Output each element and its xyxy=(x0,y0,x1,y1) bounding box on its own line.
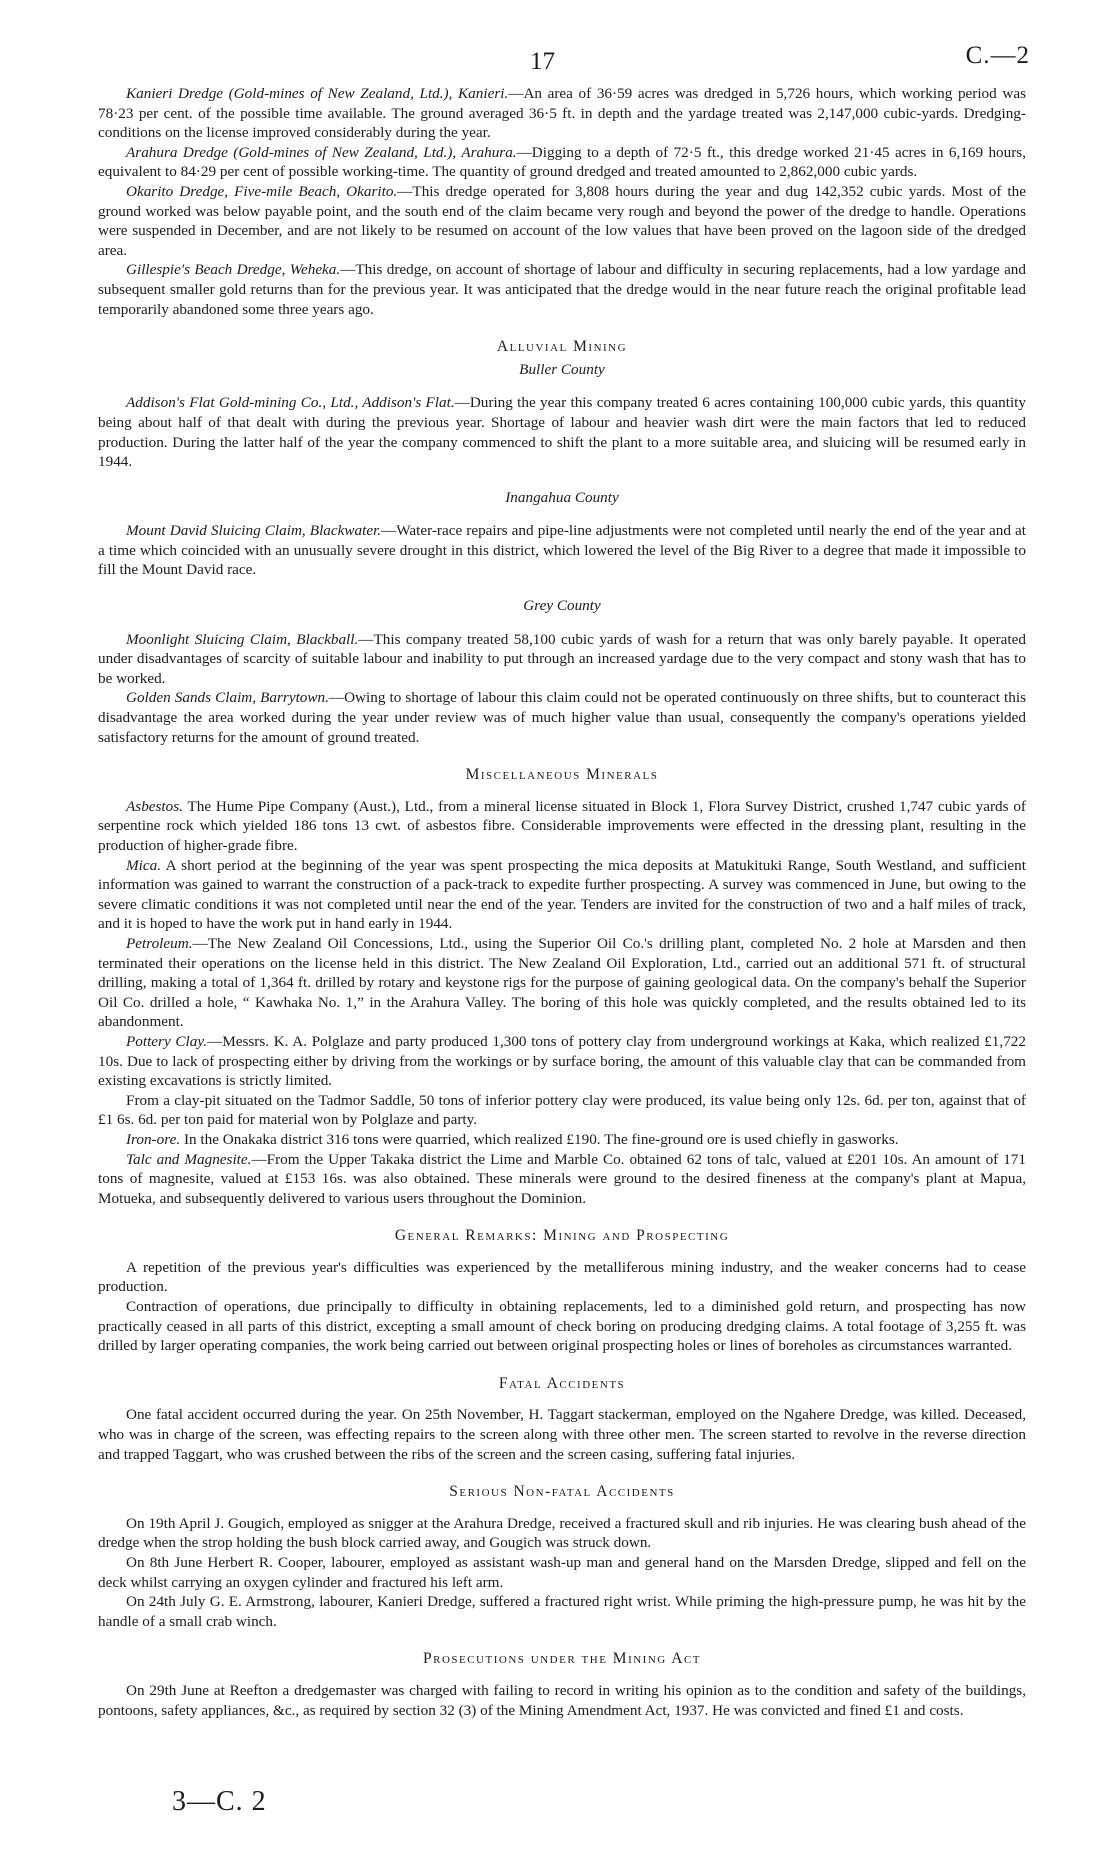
mineral-paragraph: Petroleum.—The New Zealand Oil Concessions, Ltd., using the Superior Oil Co.'s drilling plant, completed No. 2 hole at Marsden and then terminated their operations on the license held in this district. The New Zealand Oil Exploration, Ltd., carried out an additional 571 ft. of structural drilling, making a total of 1,364 ft. drilled by rotary and keystone rigs for the purpose of gaining geological data. On the company's behalf the Superior Oil Co. drilled a hole, “ Kawhaka No. 1,” in the Arahura Valley. The boring of this hole was quickly completed, and the results obtained led to its abandonment. xyxy=(98,934,1026,1031)
dredge-paragraph: Gillespie's Beach Dredge, Weheka.—This dredge, on account of shortage of labour and difficulty in securing replacements, had a low yardage and subsequent smaller gold returns than for the previous year. It was anticipated that the dredge would in the near future reach the original profitable lead temporarily abandoned some three years ago. xyxy=(98,261,1026,318)
document-reference: C.—2 xyxy=(965,42,1030,69)
page-number: 17 xyxy=(530,48,555,75)
dredge-paragraph: Arahura Dredge (Gold-mines of New Zealand, Ltd.), Arahura.—Digging to a depth of 72·5 ft., this dredge worked 21·45 acres in 6,169 hours, equivalent to 84·29 per cent of possible working-time. The quantity of ground dredged and treated amounted to 2,862,000 cubic yards. xyxy=(98,143,1026,181)
general-paragraph: A repetition of the previous year's difficulties was experienced by the metalliferous mining industry, and the weaker concerns had to cease production. xyxy=(98,1258,1026,1296)
claim-paragraph: Mount David Sluicing Claim, Blackwater.—Water-race repairs and pipe-line adjustments were not completed until nearly the end of the year and at a time which coincided with an unusually severe drought in this district, which lowered the level of the Big River to a degree that made it impossible to fill the Mount David race. xyxy=(98,522,1026,579)
section-heading-prosecutions: Prosecutions under the Mining Act xyxy=(422,1650,701,1668)
dredge-paragraph: Kanieri Dredge (Gold-mines of New Zealand, Ltd.), Kanieri.—An area of 36·59 acres was dredged in 5,726 hours, which working period was 78·23 per cent. of the possible time available. The ground averaged 36·5 ft. in depth and the yardage treated was 2,147,000 cubic-yards. Dredging-conditions on the license improved considerably during the year. xyxy=(98,85,1026,142)
county-heading: Grey County xyxy=(523,597,601,615)
claim-paragraph: Addison's Flat Gold-mining Co., Ltd., Addison's Flat.—During the year this company treated 6 acres containing 100,000 cubic yards, this quantity being about half of that dealt with during the previous year. Shortage of labour and heavier wash dirt were the main factors that led to reduced production. During the latter half of the year the company commenced to shift the plant to a more suitable area, and sluicing will be resumed early in 1944. xyxy=(98,394,1026,471)
section-heading-minerals: Miscellaneous Minerals xyxy=(465,766,659,784)
county-heading: Inangahua County xyxy=(505,488,619,506)
mineral-paragraph: Asbestos. The Hume Pipe Company (Aust.), Ltd., from a mineral license situated in Block 1, Flora Survey District, crushed 1,747 cubic yards of serpentine rock which yielded 186 tons 13 cwt. of asbestos fibre. Considerable improvements were effected in the dressing plant, resulting in the production of higher-grade fibre. xyxy=(98,797,1026,854)
mineral-paragraph: Mica. A short period at the beginning of the year was spent prospecting the mica deposits at Matukituki Range, South Westland, and sufficient information was gained to warrant the construction of a pack-track to expedite further prospecting. A survey was commenced in June, but owing to the severe climatic conditions it was not completed until near the end of the year. Tenders are invited for the construction of two and a half miles of track, and it is hoped to have the work put in hand early in 1944. xyxy=(98,856,1026,933)
general-paragraph: Contraction of operations, due principally to difficulty in obtaining replacements, led to a diminished gold return, and prospecting has now practically ceased in all parts of this district, excepting a small amount of check boring on producing dredging claims. A total footage of 3,255 ft. was drilled by larger operating companies, the work being carried out between original prospecting holes or lines of boreholes as circumstances warranted. xyxy=(98,1298,1026,1355)
fatal-paragraph: One fatal accident occurred during the year. On 25th November, H. Taggart stackerman, employed on the Ngahere Dredge, was killed. Deceased, who was in charge of the screen, was effecting repairs to the screen along with three other men. The screen started to revolve in the reverse direction and trapped Taggart, who was crushed between the ribs of the screen and the screen casing, suffering fatal injuries. xyxy=(98,1406,1026,1463)
county-heading: Buller County xyxy=(519,360,605,378)
dredge-paragraph: Okarito Dredge, Five-mile Beach, Okarito.—This dredge operated for 3,808 hours during the year and dug 142,352 cubic yards. Most of the ground worked was below payable point, and the south end of the claim became very rough and beyond the power of the dredge to handle. Operations were suspended in December, and are not likely to be resumed on account of the low values that have been proved on the lagoon side of the dredged area. xyxy=(98,182,1026,259)
mineral-paragraph: Talc and Magnesite.—From the Upper Takaka district the Lime and Marble Co. obtained 62 tons of talc, valued at £201 10s. An amount of 171 tons of magnesite, valued at £153 16s. was also obtained. These minerals were ground to the desired fineness at the company's plant at Mapua, Motueka, and subsequently delivered to various users throughout the Dominion. xyxy=(98,1150,1026,1207)
footer-reference: 3—C. 2 xyxy=(172,1786,267,1817)
accident-paragraph: On 8th June Herbert R. Cooper, labourer, employed as assistant wash-up man and general hand on the Marsden Dredge, slipped and fell on the deck whilst carrying an oxygen cylinder and fractured his left arm. xyxy=(98,1554,1026,1591)
section-heading-serious: Serious Non-fatal Accidents xyxy=(449,1483,675,1501)
mineral-paragraph: Pottery Clay.—Messrs. K. A. Polglaze and party produced 1,300 tons of pottery clay from underground workings at Kaka, which realized £1,722 10s. Due to lack of prospecting either by driving from the workings or by surface boring, the amount of this valuable clay that can be commanded from existing excavations is strictly limited. xyxy=(98,1032,1026,1090)
section-heading-general: General Remarks: Mining and Prospecting xyxy=(394,1227,730,1245)
claim-paragraph: Moonlight Sluicing Claim, Blackball.—This company treated 58,100 cubic yards of wash for a return that was only barely payable. It operated under disadvantages of scarcity of suitable labour and inability to put through an increased yardage due to the very compact and stony wash that has to be worked. xyxy=(98,630,1026,687)
claim-paragraph: Golden Sands Claim, Barrytown.—Owing to shortage of labour this claim could not be operated continuously on three shifts, but to counteract this disadvantage the area worked during the year under review was of much higher value than usual, consequently the company's operations yielded satisfactory returns for the amount of ground treated. xyxy=(98,689,1026,746)
mineral-paragraph: Iron-ore. In the Onakaka district 316 tons were quarried, which realized £190. The fine-ground ore is used chiefly in gasworks. xyxy=(126,1130,899,1148)
section-heading-alluvial: Alluvial Mining xyxy=(496,338,628,356)
report-body xyxy=(98,84,1026,1720)
section-heading-fatal: Fatal Accidents xyxy=(498,1374,626,1392)
accident-paragraph: On 24th July G. E. Armstrong, labourer, Kanieri Dredge, suffered a fractured right wrist. While priming the high-pressure pump, he was hit by the handle of a small crab winch. xyxy=(98,1593,1026,1630)
mineral-paragraph: From a clay-pit situated on the Tadmor Saddle, 50 tons of inferior pottery clay were produced, its value being only 12s. 6d. per ton, against that of £1 6s. 6d. per ton paid for material won by Polglaze and party. xyxy=(98,1091,1026,1129)
accident-paragraph: On 19th April J. Gougich, employed as snigger at the Arahura Dredge, received a fractured skull and rib injuries. He was clearing bush ahead of the dredge when the strop holding the bush block carried away, and Gougich was struck down. xyxy=(98,1514,1026,1552)
prosecution-paragraph: On 29th June at Reefton a dredgemaster was charged with failing to record in writing his opinion as to the condition and safety of the buildings, pontoons, safety appliances, &c., as required by section 32 (3) of the Mining Amendment Act, 1937. He was convicted and fined £1 and costs. xyxy=(98,1681,1026,1719)
